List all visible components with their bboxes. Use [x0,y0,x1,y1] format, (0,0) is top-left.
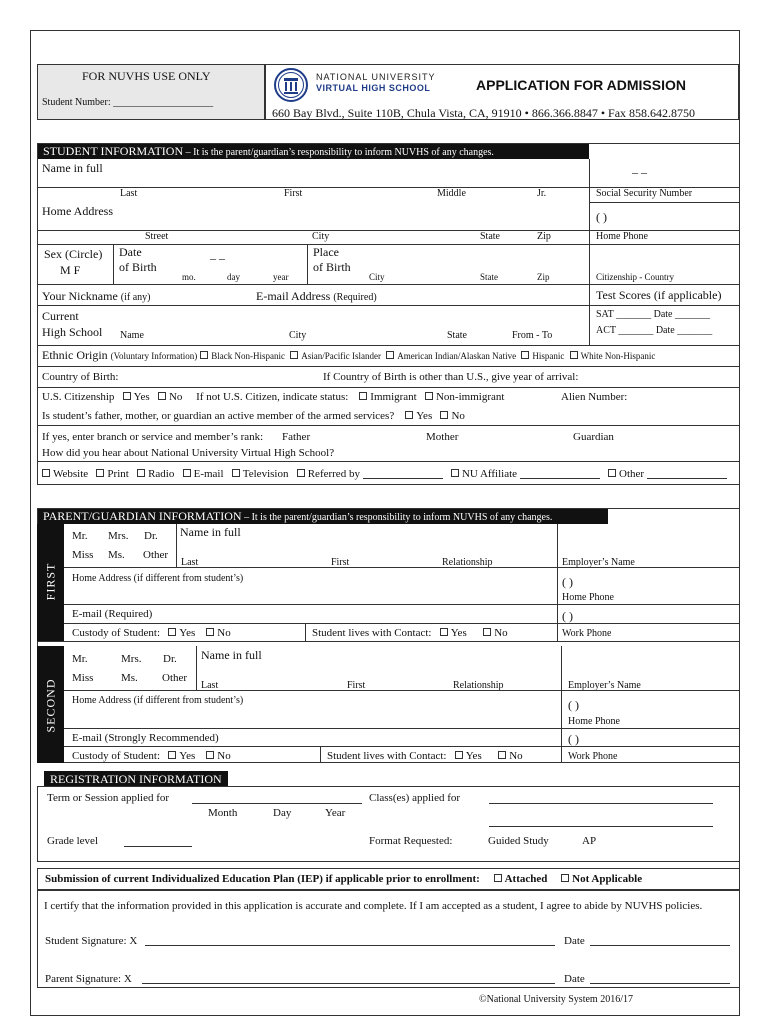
military-row: Is student’s father, mother, or guardian an active member of the armed services? Yes No [42,410,465,422]
p2-lives-no[interactable]: No [498,750,522,762]
label-street: Street [145,231,169,242]
label-school-name: Name [120,330,144,341]
current-school-input[interactable] [115,310,585,326]
hear-option[interactable]: Print [96,468,128,480]
student-name-input[interactable] [42,175,587,187]
test-scores-label: Test Scores (if applicable) [596,288,722,302]
citizen-no-checkbox[interactable]: No [158,391,182,403]
title-ms[interactable]: Ms. [121,672,138,684]
ethnic-option[interactable]: Hispanic [519,351,564,361]
iep-attached-checkbox[interactable]: Attached [494,873,548,885]
p2-lives-yes[interactable]: Yes [455,750,482,762]
office-use-title: FOR NUVHS USE ONLY [82,69,211,83]
student-date-line[interactable] [590,945,730,946]
title-other[interactable]: Other [162,672,188,684]
format-label: Format Requested: [369,835,453,847]
p2-employer-label: Employer’s Name [568,680,641,691]
grade-level-input[interactable] [124,846,192,847]
ethnic-option[interactable]: American Indian/Alaskan Native [384,351,516,361]
parent-date-line[interactable] [590,983,730,984]
label-pob-city: City [369,272,385,282]
student-name-label: Name in full [42,161,103,175]
first-label: FIRST [43,562,58,601]
parent1-name-label: Name in full [180,525,241,539]
p1-home-phone-input[interactable]: ( ) [562,575,573,589]
title-ms[interactable]: Ms. [108,549,125,561]
guardian-field[interactable]: Guardian [573,431,614,443]
year-of-arrival-label: If Country of Birth is other than U.S., give year of arrival: [323,371,579,383]
guided-study-option[interactable]: Guided Study [488,835,549,847]
label-day: day [227,272,240,282]
home-address-input[interactable] [42,218,587,230]
student-number-field[interactable]: Student Number: ____________________ [42,97,214,108]
dob-label: Date [119,245,142,259]
act-score-field[interactable]: ACT _______ Date _______ [596,325,713,336]
title-mrs[interactable]: Mrs. [108,530,129,542]
hear-about-label: How did you hear about National University Virtual High School? [42,447,335,459]
current-school-label-2: High School [42,325,103,339]
military-yes-checkbox[interactable]: Yes [405,410,432,422]
logo-text-line1: NATIONAL UNIVERSITY [316,72,436,82]
parent2-name-label: Name in full [201,648,262,662]
p1-work-phone-label: Work Phone [562,628,612,639]
label-p1-first: First [331,557,350,568]
ethnic-option[interactable]: Asian/Pacific Islander [288,351,381,361]
classes-label: Class(es) applied for [369,792,461,804]
p2-work-phone-input[interactable]: ( ) [568,732,579,746]
p1-work-phone-input[interactable]: ( ) [562,609,573,623]
p2-lives-row: Student lives with Contact: Yes No [327,750,523,762]
p2-home-phone-input[interactable]: ( ) [568,698,579,712]
label-year: Year [325,807,346,819]
pob-label: Place [313,245,339,259]
label-p1-last: Last [181,557,199,568]
sex-label: Sex (Circle) [44,247,103,261]
p1-employer-label: Employer’s Name [562,557,635,568]
p1-lives-yes[interactable]: Yes [440,627,467,639]
p1-lives-no[interactable]: No [483,627,507,639]
home-phone-label: Home Phone [596,231,648,242]
parent-section-heading: PARENT/GUARDIAN INFORMATION – It is the parent/guardian’s responsibility to inform NUVHS of any changes. [37,508,608,524]
title-mrs[interactable]: Mrs. [121,653,142,665]
certify-text: I certify that the information provided in this application is accurate and complete. If I am accepted as a student, I agree to abide by NUVHS policies. [44,900,703,912]
non-immigrant-checkbox[interactable]: Non-immigrant [425,391,504,403]
citizen-yes-checkbox[interactable]: Yes [123,391,150,403]
title-dr[interactable]: Dr. [144,530,158,542]
student-signature-line[interactable] [145,945,555,946]
label-pob-zip: Zip [537,272,550,282]
term-label: Term or Session applied for [47,792,170,804]
label-first: First [284,188,303,199]
other-option[interactable]: Other [608,468,727,480]
p1-lives-row: Student lives with Contact: Yes No [312,627,508,639]
ethnic-origin-row: Ethnic Origin (Voluntary Information) Black Non-Hispanic Asian/Pacific Islander American Indian/Alaskan Native Hispanic White Non-Hispanic [42,348,656,362]
label-day: Day [273,807,292,819]
referred-by-option[interactable]: Referred by [297,468,443,480]
classes-input-2[interactable] [489,826,713,827]
title-mr[interactable]: Mr. [72,653,88,665]
parent1-name-input[interactable] [180,540,555,554]
school-logo-icon [272,67,310,103]
label-p2-relationship: Relationship [453,680,504,691]
nickname-label: Your Nickname (if any) [42,289,151,303]
sex-options[interactable]: M F [60,263,81,277]
label-school-city: City [289,330,307,341]
logo-text-line2: VIRTUAL HIGH SCHOOL [316,83,431,93]
home-phone-input[interactable]: ( ) [596,210,607,224]
label-jr: Jr. [537,188,547,199]
hear-option[interactable]: Radio [137,468,174,480]
hear-option[interactable]: Website [42,468,88,480]
iep-row: Submission of current Individualized Education Plan (IEP) if applicable prior to enrollment: Attached Not Applicable [45,873,643,885]
p1-custody-row: Custody of Student: Yes No [72,627,231,639]
label-school-dates: From - To [512,330,553,341]
immigrant-checkbox[interactable]: Immigrant [359,391,416,403]
branch-rank-label: If yes, enter branch or service and member’s rank: [42,431,264,443]
p2-work-phone-label: Work Phone [568,751,618,762]
sat-score-field[interactable]: SAT _______ Date _______ [596,309,710,320]
title-miss[interactable]: Miss [72,549,94,561]
title-other[interactable]: Other [143,549,169,561]
dob-label-2: of Birth [119,260,157,274]
student-section-heading: STUDENT INFORMATION – It is the parent/guardian’s responsibility to inform NUVHS of any changes. [37,143,589,159]
student-signature-label: Student Signature: X [45,935,138,947]
nu-affiliate-option[interactable]: NU Affiliate [451,468,600,480]
hear-option[interactable]: E-mail [183,468,224,480]
student-date-label: Date [564,935,585,947]
second-label: SECOND [43,678,58,733]
classes-input[interactable] [489,803,713,804]
father-field[interactable]: Father [282,431,311,443]
ethnic-option[interactable]: Black Non-Hispanic [200,351,285,361]
label-city: City [312,231,330,242]
p2-home-phone-label: Home Phone [568,716,620,727]
hear-option[interactable]: Television [232,468,289,480]
label-last: Last [120,188,138,199]
title-dr[interactable]: Dr. [163,653,177,665]
label-p2-last: Last [201,680,219,691]
label-zip: Zip [537,231,551,242]
p2-home-address-label: Home Address (if different from student’s) [72,695,244,706]
ssn-label: Social Security Number [596,188,693,199]
p2-custody-no[interactable]: No [206,750,230,762]
home-address-label: Home Address [42,204,113,218]
label-month: Month [208,807,238,819]
p1-custody-yes[interactable]: Yes [168,627,195,639]
title-miss[interactable]: Miss [72,672,94,684]
current-school-label: Current [42,309,79,323]
p1-home-address-label: Home Address (if different from student’s) [72,573,244,584]
parent-date-label: Date [564,973,585,985]
p2-custody-yes[interactable]: Yes [168,750,195,762]
label-year: year [273,272,289,282]
email-label: E-mail Address (Required) [256,289,377,303]
parent-signature-line[interactable] [142,983,555,984]
mother-field[interactable]: Mother [426,431,459,443]
registration-heading: REGISTRATION INFORMATION [44,771,228,787]
ap-option[interactable]: AP [582,835,597,847]
term-input[interactable] [192,803,362,804]
ethnic-option[interactable]: White Non-Hispanic [567,351,655,361]
p1-email-label: E-mail (Required) [72,608,153,620]
page-title: APPLICATION FOR ADMISSION [476,77,686,93]
hear-about-options [42,468,727,480]
label-p1-relationship: Relationship [442,557,493,568]
label-school-state: State [447,330,467,341]
label-state: State [480,231,500,242]
ssn-dashes: – – [632,165,647,179]
p2-email-label: E-mail (Strongly Recommended) [72,732,219,744]
footer-copyright: ©National University System 2016/17 [479,994,633,1005]
parent-signature-label: Parent Signature: X [45,973,132,985]
p1-home-phone-label: Home Phone [562,592,614,603]
label-p2-first: First [347,680,366,691]
citizenship-row: U.S. Citizenship Yes No If not U.S. Citizen, indicate status: Immigrant Non-immigrant [42,391,505,403]
label-middle: Middle [437,188,466,199]
alien-number-label: Alien Number: [561,391,628,403]
p2-custody-row: Custody of Student: Yes No [72,750,231,762]
label-pob-state: State [480,272,498,282]
parent2-name-input[interactable] [201,663,559,677]
dob-input[interactable]: – – [210,251,225,265]
pob-label-2: of Birth [313,260,351,274]
pob-input[interactable] [360,258,585,270]
school-address: 660 Bay Blvd., Suite 110B, Chula Vista, CA, 91910 • 866.366.8847 • Fax 858.642.8750 [272,106,696,120]
grade-level-label: Grade level [47,835,98,847]
p1-custody-no[interactable]: No [206,627,230,639]
iep-na-checkbox[interactable]: Not Applicable [561,873,642,885]
military-no-checkbox[interactable]: No [440,410,464,422]
country-of-birth-label: Country of Birth: [42,371,119,383]
label-mo: mo. [182,272,196,282]
citizenship-label: Citizenship - Country [596,272,674,282]
title-mr[interactable]: Mr. [72,530,88,542]
